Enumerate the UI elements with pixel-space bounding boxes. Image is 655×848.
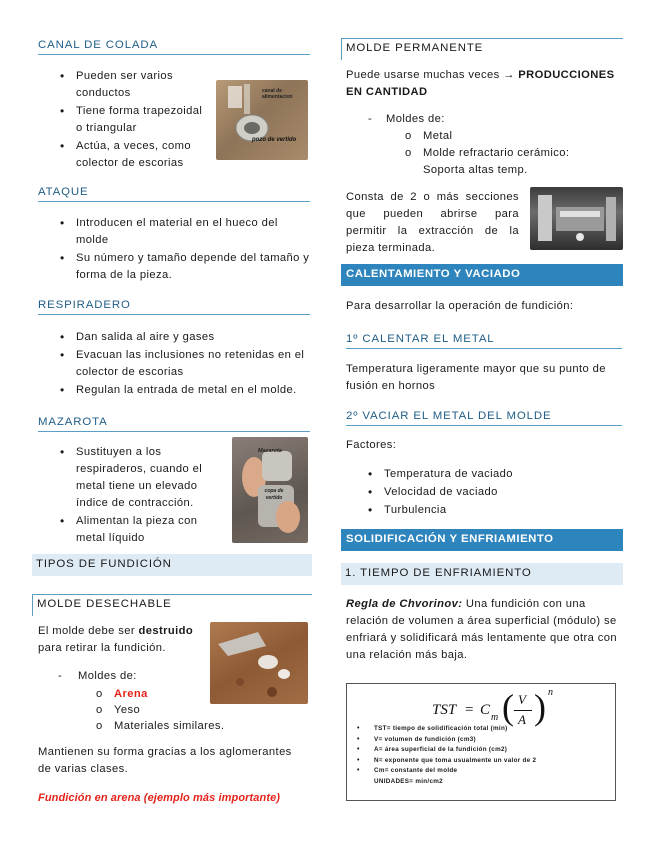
section-title: ATAQUE	[38, 186, 89, 198]
section-title: MOLDE DESECHABLE	[37, 598, 172, 610]
list-item: • Evacuan las inclusiones no retenidas en el colector de escorias	[38, 347, 310, 381]
canal-bullets	[38, 68, 210, 172]
permanent-mold-photo	[530, 187, 623, 250]
subsection-tiempo-de-enfriamiento	[341, 563, 623, 585]
permanente-intro	[346, 67, 622, 101]
dash-text: Moldes de:	[78, 670, 137, 682]
section-molde-desechable	[32, 594, 312, 616]
section-tipos-de-fundicion	[32, 554, 312, 576]
section-mazarota	[38, 416, 310, 432]
circle-bullet: o	[405, 147, 412, 159]
section-title: 1. TIEMPO DE ENFRIAMIENTO	[345, 567, 532, 579]
list-item: • Regulan la entrada de metal en el molde.	[38, 382, 310, 399]
list-item: • Sustituyen a los respiraderos, cuando el metal tiene un elevado índice de contracción.	[38, 444, 216, 512]
material-text: Materiales similares.	[114, 720, 225, 732]
photo-label: copa de vertido	[264, 488, 284, 501]
step-title: 1º CALENTAR EL METAL	[346, 333, 495, 345]
list-item: • Temperatura de vaciado	[346, 466, 622, 483]
section-rule	[38, 201, 310, 202]
material-text: Arena	[114, 688, 148, 700]
formula-den: A	[518, 712, 526, 727]
intro-bold: destruido	[138, 625, 194, 637]
section-title: RESPIRADERO	[38, 299, 131, 311]
section-title: SOLIDIFICACIÓN Y ENFRIAMIENTO	[346, 533, 554, 545]
circle-bullet: o	[96, 704, 103, 716]
photo-label: canal de alimentacion	[262, 88, 293, 100]
factores-label: Factores:	[346, 439, 397, 451]
red-note: Fundición en arena (ejemplo más importante)	[38, 792, 281, 804]
legend-item: • A= área superficial de la fundición (cm2)	[353, 745, 613, 756]
list-item: • Pueden ser varios conductos	[38, 68, 210, 102]
list-item: • Alimentan la pieza con metal líquido	[38, 513, 216, 547]
desechable-intro	[38, 623, 208, 657]
section-title: CALENTAMIENTO Y VACIADO	[346, 268, 521, 280]
respiradero-bullets	[38, 329, 310, 399]
fraction-bar	[514, 710, 532, 711]
circle-bullet: o	[96, 688, 103, 700]
mazarota-bullets	[38, 444, 216, 547]
machine-illustration	[530, 187, 623, 250]
section-calentamiento-y-vaciado	[341, 264, 623, 286]
step2-heading	[346, 410, 622, 426]
list-item: • Turbulencia	[346, 502, 622, 519]
chvorinov-paragraph	[346, 596, 622, 664]
sand-mold-photo	[210, 622, 308, 704]
section-canal-de-colada	[38, 39, 310, 55]
step1-heading	[346, 333, 622, 349]
section-rule	[38, 314, 310, 315]
list-item: • Velocidad de vaciado	[346, 484, 622, 501]
paren-right: )	[534, 687, 546, 727]
step-rule	[346, 348, 622, 349]
step-rule	[346, 425, 622, 426]
legend-item-units: UNIDADES= min/cm2	[374, 777, 443, 785]
section-respiradero	[38, 299, 310, 315]
legend-item: • Cm= constante del molde	[353, 766, 613, 777]
section-title: MOLDE PERMANENTE	[346, 42, 484, 54]
section-title: TIPOS DE FUNDICIÓN	[36, 558, 172, 570]
legend-item: • V= volumen de fundición (cm3)	[353, 735, 613, 746]
formula-sub: m	[491, 712, 499, 723]
formula-c: C	[480, 702, 491, 718]
step-title: 2º VACIAR EL METAL DEL MOLDE	[346, 410, 552, 422]
canal-photo	[216, 80, 308, 160]
material-text: Molde refractario cerámico: Soporta altas temp.	[423, 147, 570, 176]
factores-list	[346, 466, 622, 519]
legend-item: • N= exponente que toma usualmente un valor de 2	[353, 756, 613, 767]
sand-illustration	[210, 622, 308, 704]
dash-text: Moldes de:	[386, 113, 445, 125]
list-item: • Su número y tamaño depende del tamaño y forma de la pieza.	[38, 250, 310, 284]
photo-label: Mazarota	[258, 448, 282, 454]
material-text: Metal	[423, 130, 453, 142]
section-ataque	[38, 186, 310, 202]
formula-legend	[353, 724, 613, 787]
legend-item: • TST= tiempo de solidificación total (min)	[353, 724, 613, 735]
intro-text-end: para retirar la fundición.	[38, 642, 166, 654]
section-title: CANAL DE COLADA	[38, 39, 159, 51]
section-title: MAZAROTA	[38, 416, 108, 428]
list-item: • Actúa, a veces, como colector de escorias	[38, 138, 210, 172]
consta-text: Consta de 2 o más secciones que pueden abrirse para permitir la extracción de la pieza terminada.	[346, 191, 519, 254]
section-rule	[38, 54, 310, 55]
list-item: • Introducen el material en el hueco del molde	[38, 215, 310, 249]
intro-bold: PRODUCCIONES EN CANTIDAD	[346, 69, 615, 98]
paren-left: (	[502, 687, 514, 727]
formula-eq: =	[465, 702, 474, 718]
section-solidificacion-y-enfriamiento	[341, 529, 623, 551]
formula-num: V	[518, 692, 526, 707]
mazarota-photo	[232, 437, 308, 543]
step1-text: Temperatura ligeramente mayor que su punto de fusión en hornos	[346, 363, 606, 392]
formula-box	[346, 683, 616, 801]
list-item: • Dan salida al aire y gases	[38, 329, 310, 346]
formula-lhs: TST	[432, 702, 457, 718]
material-text: Yeso	[114, 704, 141, 716]
section-rule	[38, 431, 310, 432]
rule-text: Una fundición con una relación de volumen a área superficial (módulo) se enfriará y solidificará más lentamente que otra con una relación más baja.	[346, 598, 618, 661]
intro-text: El molde debe ser	[38, 625, 139, 637]
intro-text: Puede usarse muchas veces →	[346, 69, 519, 81]
formula-exp: n	[548, 687, 553, 698]
calentamiento-intro: Para desarrollar la operación de fundición:	[346, 300, 574, 312]
photo-label: pozo de vertido	[252, 137, 297, 143]
circle-bullet: o	[405, 130, 412, 142]
rule-name: Regla de Chvorinov:	[346, 598, 463, 610]
list-item: • Tiene forma trapezoidal o triangular	[38, 103, 210, 137]
circle-bullet: o	[96, 720, 103, 732]
section-molde-permanente	[341, 38, 623, 60]
dash-glyph: -	[58, 670, 63, 682]
dash-glyph: -	[368, 113, 373, 125]
mantienen-text: Mantienen su forma gracias a los aglomerantes de varias clases.	[38, 746, 292, 775]
ataque-bullets	[38, 215, 310, 284]
